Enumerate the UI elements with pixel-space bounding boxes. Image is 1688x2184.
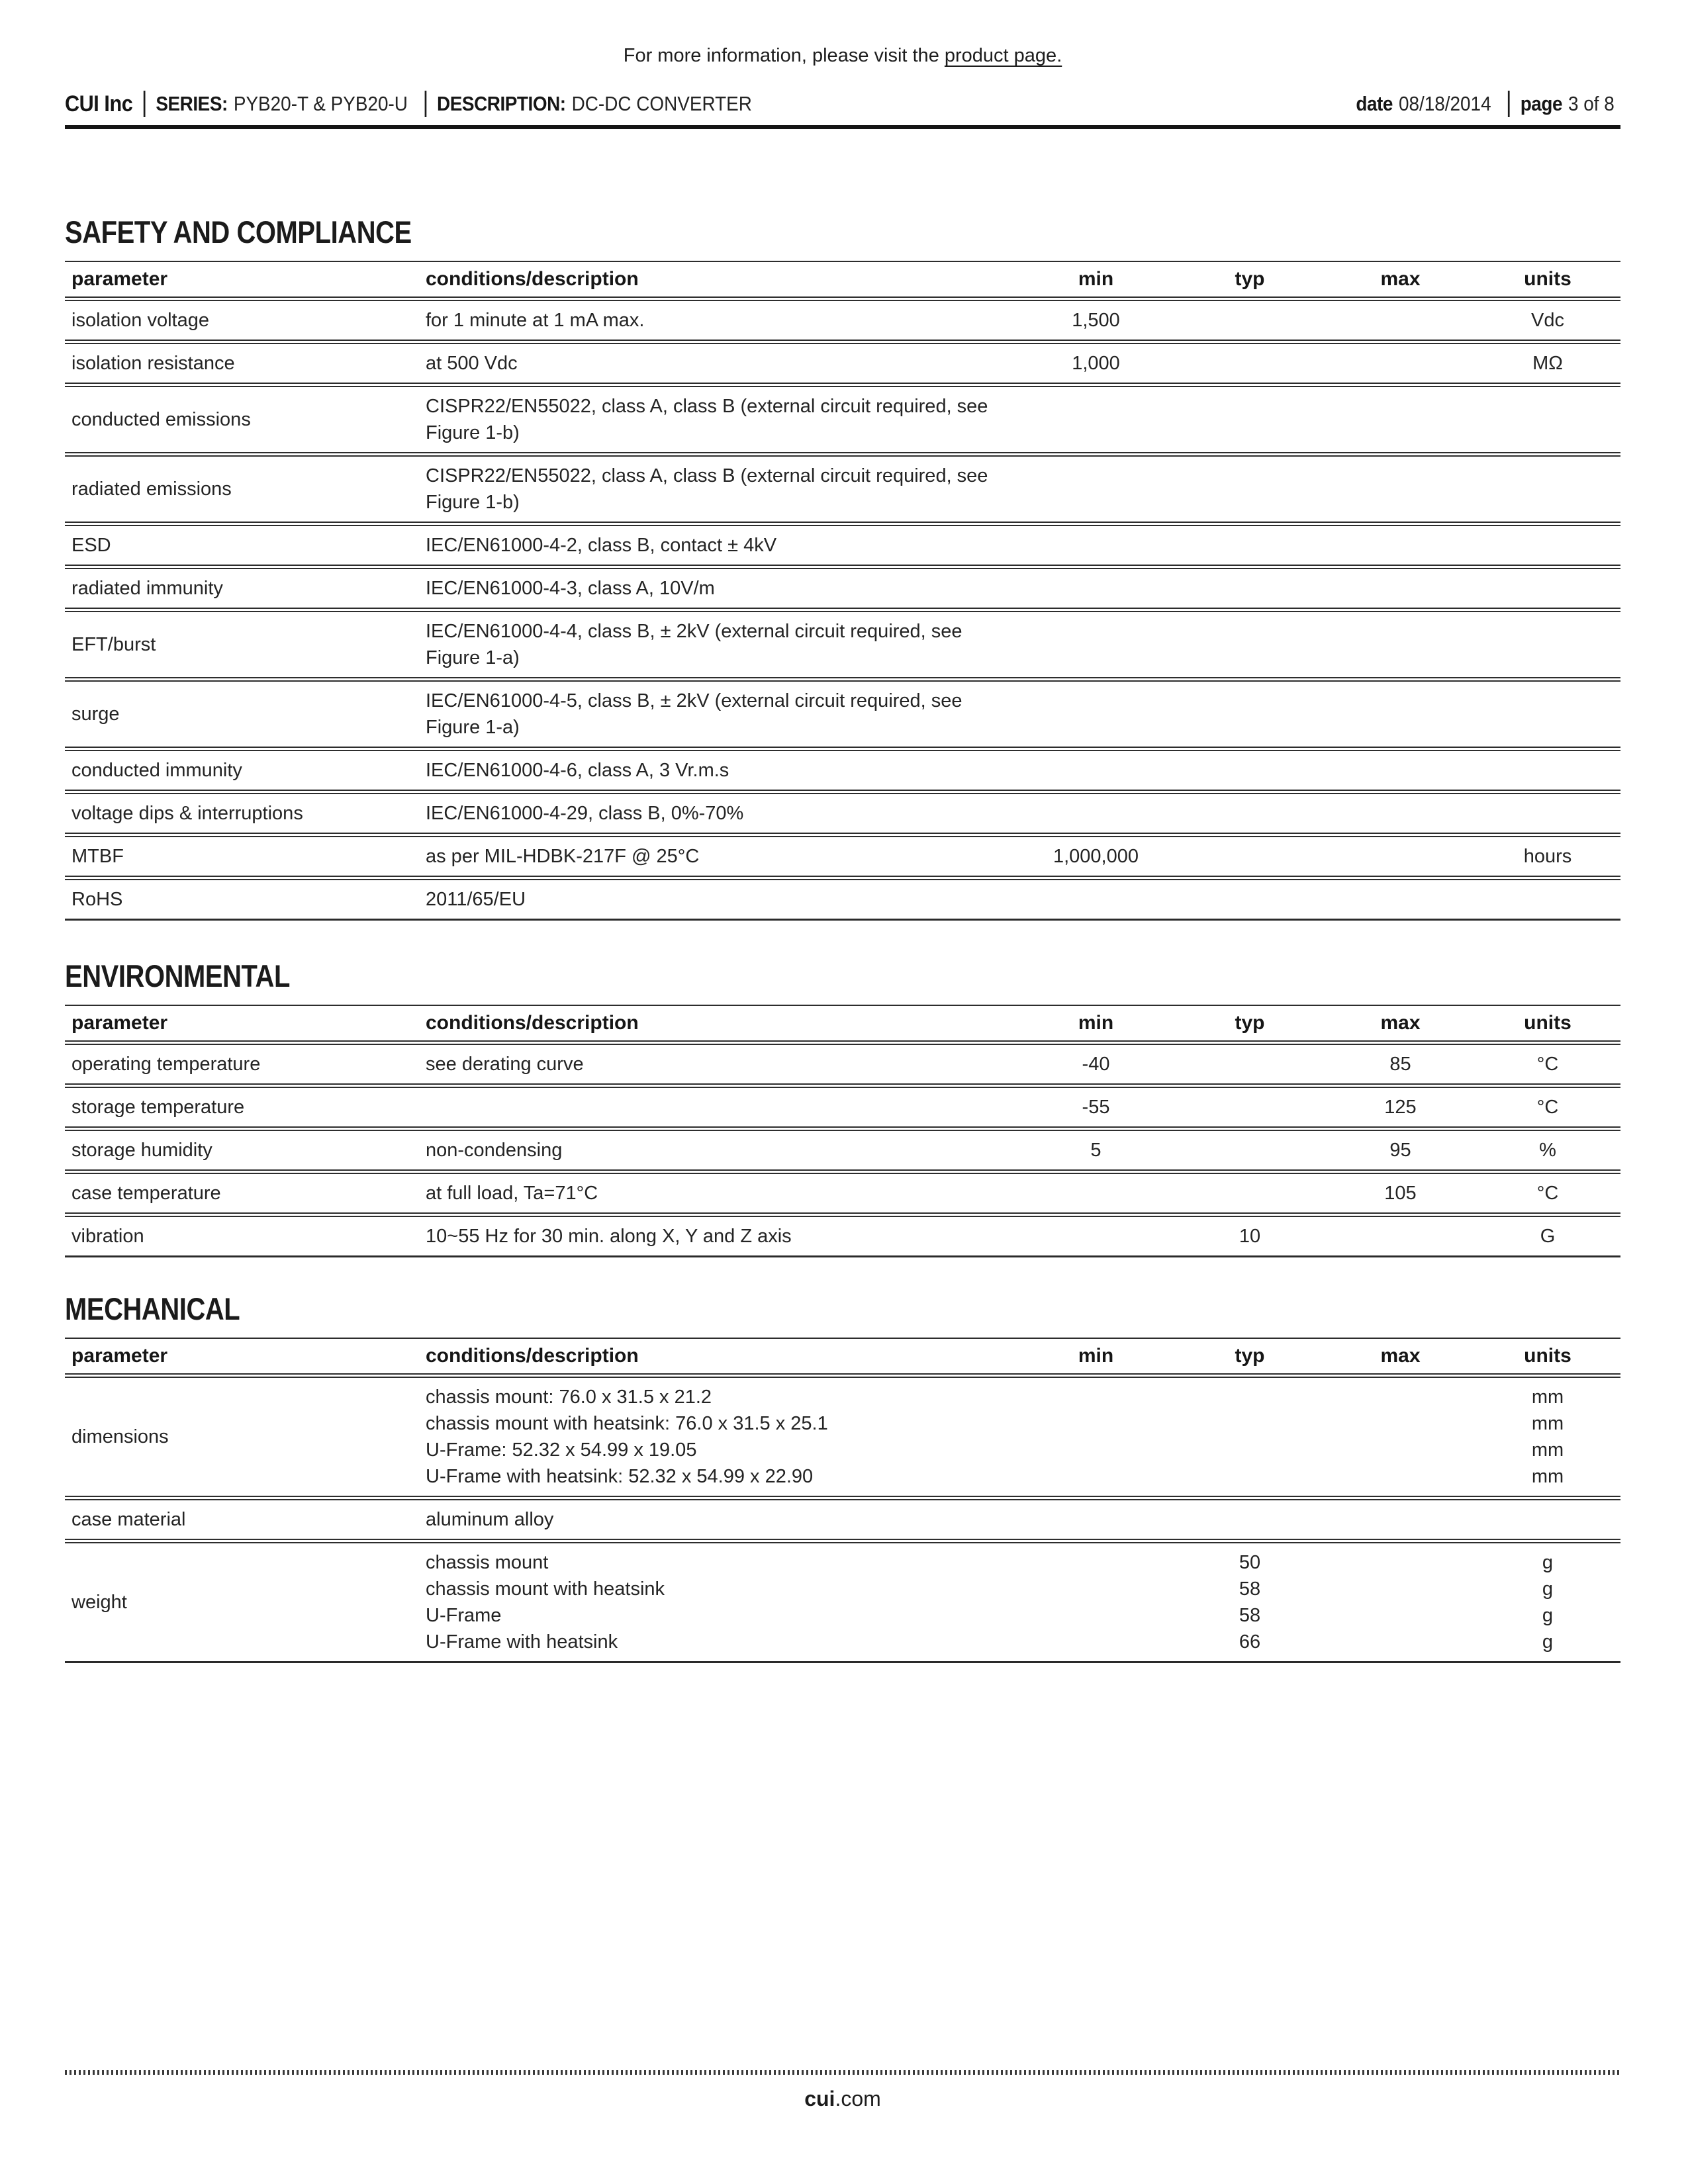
cell-parameter: storage temperature — [71, 1097, 245, 1118]
series-label: SERIES: — [156, 92, 228, 115]
table-row — [65, 1499, 1620, 1540]
cell-min: 1,000,000 — [1053, 846, 1139, 867]
cell-line: g — [1542, 1578, 1554, 1600]
page-footer — [65, 2070, 1620, 2111]
cell-conditions: CISPR22/EN55022, class A, class B (external circuit required, see Figure 1-b) — [426, 396, 988, 443]
cell-min: 1,000 — [1072, 353, 1120, 374]
cell-parameter: vibration — [71, 1226, 144, 1247]
cell-conditions: 10~55 Hz for 30 min. along X, Y and Z axis — [426, 1226, 792, 1247]
table-row — [65, 568, 1620, 609]
spec-sections — [65, 214, 1620, 1663]
cell-parameter: ESD — [71, 535, 111, 556]
table-header-row — [65, 261, 1620, 298]
column-header: min — [1078, 1345, 1114, 1367]
cell-units — [1475, 1549, 1620, 1655]
cell-line: U-Frame — [426, 1605, 502, 1626]
cell-line: g — [1542, 1631, 1554, 1653]
cell-conditions: at 500 Vdc — [426, 353, 518, 374]
table-header-row — [65, 1338, 1620, 1375]
section-title: SAFETY AND COMPLIANCE — [65, 214, 412, 250]
cell-line: 66 — [1239, 1631, 1261, 1653]
cell-conditions — [426, 1549, 1018, 1655]
cell-parameter: isolation voltage — [71, 310, 209, 331]
section — [65, 1291, 1620, 1663]
cell-units: MΩ — [1532, 353, 1563, 374]
footer-url — [65, 2087, 1620, 2111]
cell-line: U-Frame with heatsink: 52.32 x 54.99 x 22.90 — [426, 1466, 814, 1487]
cell-units: °C — [1536, 1054, 1559, 1075]
cell-parameter: RoHS — [71, 889, 123, 910]
cell-line: chassis mount — [426, 1552, 549, 1573]
description-label: DESCRIPTION: — [437, 92, 566, 115]
column-header: max — [1380, 1012, 1421, 1034]
column-header: conditions/description — [426, 1345, 639, 1367]
cell-parameter: MTBF — [71, 846, 124, 867]
cell-line: U-Frame: 52.32 x 54.99 x 19.05 — [426, 1439, 697, 1461]
product-page-link[interactable]: product page. — [944, 45, 1062, 66]
table-row — [65, 1377, 1620, 1497]
cell-conditions: IEC/EN61000-4-5, class B, ± 2kV (external circuit required, see Figure 1-a) — [426, 690, 962, 738]
table-row — [65, 1216, 1620, 1257]
table-header-row — [65, 1005, 1620, 1042]
cell-typ — [1174, 1549, 1326, 1655]
cell-parameter: radiated immunity — [71, 578, 223, 599]
spec-table — [65, 1338, 1620, 1663]
cell-parameter: radiated emissions — [71, 478, 232, 500]
spec-table — [65, 1005, 1620, 1257]
date-label: date — [1356, 92, 1393, 115]
column-header: min — [1078, 268, 1114, 290]
separator-bar — [143, 91, 145, 117]
cell-line: g — [1542, 1605, 1554, 1626]
cell-conditions: 2011/65/EU — [426, 889, 526, 910]
cell-min: 1,500 — [1072, 310, 1120, 331]
cell-max: 95 — [1389, 1140, 1411, 1161]
cell-conditions — [426, 1384, 1018, 1490]
cell-conditions: see derating curve — [426, 1054, 584, 1075]
column-header: min — [1078, 1012, 1114, 1034]
cell-line: g — [1542, 1552, 1554, 1573]
table-row — [65, 680, 1620, 748]
table-row — [65, 455, 1620, 523]
column-header: parameter — [71, 1012, 168, 1034]
notice-text: For more information, please visit the — [623, 45, 945, 66]
table-row — [65, 1542, 1620, 1663]
date-value: 08/18/2014 — [1399, 92, 1491, 115]
column-header: parameter — [71, 268, 168, 290]
cell-line: 58 — [1239, 1605, 1261, 1626]
cell-parameter: conducted immunity — [71, 760, 242, 781]
cell-parameter: voltage dips & interruptions — [71, 803, 303, 824]
table-row — [65, 525, 1620, 566]
column-header: parameter — [71, 1345, 168, 1367]
cell-conditions: IEC/EN61000-4-6, class A, 3 Vr.m.s — [426, 760, 729, 781]
header-left — [65, 91, 758, 117]
cell-parameter: case material — [71, 1509, 186, 1530]
table-row — [65, 611, 1620, 678]
cell-units — [1475, 1384, 1620, 1490]
column-header: conditions/description — [426, 1012, 639, 1034]
column-header: max — [1380, 1345, 1421, 1367]
cell-conditions: aluminum alloy — [426, 1509, 554, 1530]
cell-min: -55 — [1082, 1097, 1110, 1118]
cell-line: 50 — [1239, 1552, 1261, 1573]
table-row — [65, 343, 1620, 384]
section — [65, 214, 1620, 921]
cell-max: 85 — [1389, 1054, 1411, 1075]
spec-table — [65, 261, 1620, 921]
cell-parameter: case temperature — [71, 1183, 221, 1204]
cell-parameter: weight — [71, 1592, 127, 1613]
table-row — [65, 300, 1620, 341]
cell-conditions: IEC/EN61000-4-3, class A, 10V/m — [426, 578, 715, 599]
cell-max: 125 — [1384, 1097, 1417, 1118]
table-row — [65, 386, 1620, 453]
table-row — [65, 793, 1620, 834]
cell-line: mm — [1531, 1387, 1564, 1408]
cell-max: 105 — [1384, 1183, 1417, 1204]
cell-conditions: IEC/EN61000-4-29, class B, 0%-70% — [426, 803, 744, 824]
footer-dotted-rule — [65, 2070, 1620, 2075]
cell-line: 58 — [1239, 1578, 1261, 1600]
cell-parameter: dimensions — [71, 1426, 169, 1447]
company-name: CUI Inc — [65, 91, 133, 116]
column-header: conditions/description — [426, 268, 639, 290]
cell-units: hours — [1523, 846, 1572, 867]
cell-typ: 10 — [1239, 1226, 1261, 1247]
cell-parameter: surge — [71, 704, 120, 725]
cell-parameter: operating temperature — [71, 1054, 261, 1075]
column-header: typ — [1235, 1012, 1265, 1034]
cell-units: % — [1539, 1140, 1556, 1161]
footer-url-rest[interactable]: .com — [835, 2087, 881, 2111]
cell-parameter: storage humidity — [71, 1140, 212, 1161]
column-header: typ — [1235, 268, 1265, 290]
cell-conditions: non-condensing — [426, 1140, 563, 1161]
section — [65, 958, 1620, 1257]
cell-line: mm — [1531, 1466, 1564, 1487]
cell-units: °C — [1536, 1097, 1559, 1118]
column-header: units — [1524, 1345, 1571, 1367]
cell-parameter: isolation resistance — [71, 353, 235, 374]
info-notice — [65, 0, 1620, 67]
column-header: max — [1380, 268, 1421, 290]
cell-line: chassis mount with heatsink: 76.0 x 31.5 x 25.1 — [426, 1413, 828, 1434]
page-content — [65, 0, 1620, 1663]
column-header: typ — [1235, 1345, 1265, 1367]
cell-conditions: IEC/EN61000-4-2, class B, contact ± 4kV — [426, 535, 777, 556]
page-number: 3 of 8 — [1568, 92, 1615, 115]
cell-units: °C — [1536, 1183, 1559, 1204]
cell-conditions: as per MIL-HDBK-217F @ 25°C — [426, 846, 700, 867]
cell-parameter: EFT/burst — [71, 634, 156, 655]
page-label: page — [1520, 92, 1563, 115]
table-row — [65, 879, 1620, 921]
header-right — [1356, 91, 1620, 117]
cell-min: -40 — [1082, 1054, 1110, 1075]
header-bar — [65, 91, 1620, 117]
cell-line: mm — [1531, 1439, 1564, 1461]
series-value: PYB20-T & PYB20-U — [233, 92, 408, 115]
description-value: DC-DC CONVERTER — [571, 92, 752, 115]
footer-url-bold[interactable]: cui — [804, 2087, 835, 2111]
table-row — [65, 750, 1620, 791]
cell-line: mm — [1531, 1413, 1564, 1434]
table-row — [65, 1044, 1620, 1085]
cell-line: chassis mount with heatsink — [426, 1578, 665, 1600]
separator-bar — [1508, 91, 1510, 117]
column-header: units — [1524, 1012, 1571, 1034]
section-title: MECHANICAL — [65, 1291, 240, 1326]
cell-units: Vdc — [1531, 310, 1564, 331]
table-row — [65, 836, 1620, 877]
cell-conditions: IEC/EN61000-4-4, class B, ± 2kV (external circuit required, see Figure 1-a) — [426, 621, 962, 668]
table-row — [65, 1173, 1620, 1214]
cell-line: U-Frame with heatsink — [426, 1631, 618, 1653]
cell-parameter: conducted emissions — [71, 409, 251, 430]
section-title: ENVIRONMENTAL — [65, 958, 290, 993]
cell-conditions: at full load, Ta=71°C — [426, 1183, 598, 1204]
cell-units: G — [1540, 1226, 1556, 1247]
table-row — [65, 1130, 1620, 1171]
cell-min: 5 — [1090, 1140, 1102, 1161]
cell-conditions: CISPR22/EN55022, class A, class B (external circuit required, see Figure 1-b) — [426, 465, 988, 513]
separator-bar — [424, 91, 426, 117]
table-row — [65, 1087, 1620, 1128]
header-rule — [65, 125, 1620, 129]
cell-line: chassis mount: 76.0 x 31.5 x 21.2 — [426, 1387, 712, 1408]
cell-conditions: for 1 minute at 1 mA max. — [426, 310, 645, 331]
column-header: units — [1524, 268, 1571, 290]
